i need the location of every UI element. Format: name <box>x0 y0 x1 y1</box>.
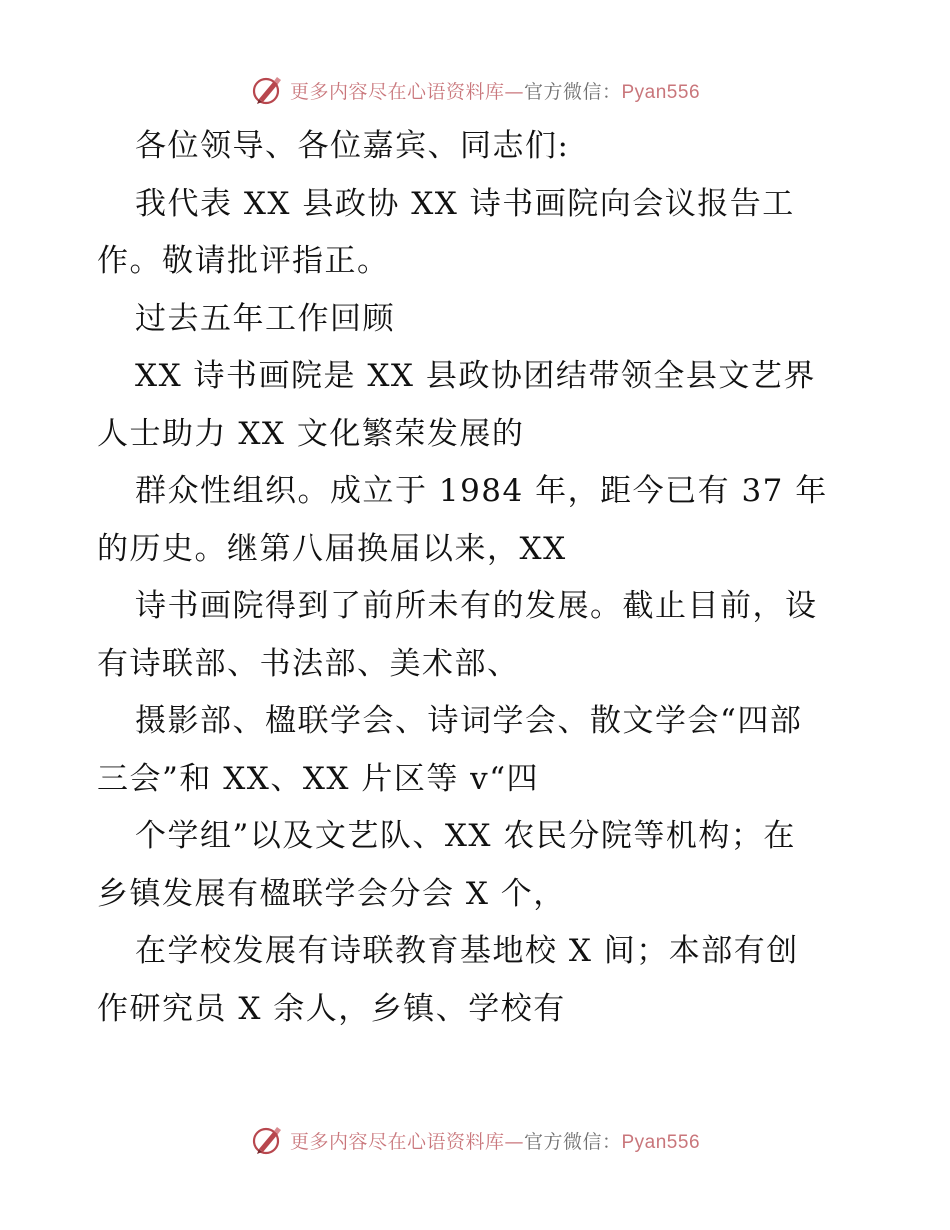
body-line: 人士助力 XX 文化繁荣发展的 <box>97 415 525 452</box>
watermark-main: 更多内容尽在心语资料库 <box>289 80 505 103</box>
body-line: 我代表 XX 县政协 XX 诗书画院向会议报告工 <box>135 185 795 222</box>
body-line: 摄影部、楹联学会、诗词学会、散文学会“四部 <box>135 703 803 739</box>
footer-watermark <box>0 1120 950 1160</box>
body-line: 有诗联部、书法部、美术部、 <box>97 645 520 682</box>
body-line: 乡镇发展有楹联学会分会 X 个， <box>97 875 566 912</box>
pen-logo-icon <box>250 1123 284 1157</box>
watermark-wechat-label: 官方微信： <box>523 80 622 103</box>
body-line: 作。敬请批评指正。 <box>97 243 390 279</box>
body-line: 个学组”以及文艺队、XX 农民分院等机构；在 <box>135 818 796 854</box>
body-line: 在学校发展有诗联教育基地校 X 间；本部有创 <box>135 933 799 969</box>
watermark-text <box>290 77 700 104</box>
watermark-dash: — <box>504 1130 524 1153</box>
document-body <box>97 118 857 1038</box>
pen-logo-icon <box>250 73 284 107</box>
body-line: 的历史。继第八届换届以来，XX <box>97 530 567 567</box>
body-line: 作研究员 X 余人，乡镇、学校有 <box>97 990 566 1027</box>
header-watermark <box>0 70 950 110</box>
body-line: 三会”和 XX、XX 片区等 v“四 <box>97 760 540 797</box>
watermark-text <box>290 1127 700 1154</box>
body-line: XX 诗书画院是 XX 县政协团结带领全县文艺界 <box>135 358 816 394</box>
watermark-wechat-label: 官方微信： <box>523 1130 622 1153</box>
watermark-wechat-id: Pyan556 <box>621 1131 701 1153</box>
watermark-wechat-id: Pyan556 <box>621 81 701 103</box>
section-heading: 过去五年工作回顾 <box>135 300 395 337</box>
body-line: 各位领导、各位嘉宾、同志们: <box>135 128 570 164</box>
watermark-dash: — <box>504 80 524 103</box>
watermark-main: 更多内容尽在心语资料库 <box>289 1130 505 1153</box>
body-line: 群众性组织。成立于 1984 年，距今已有 37 年 <box>135 473 828 509</box>
body-line: 诗书画院得到了前所未有的发展。截止目前，设 <box>135 588 818 624</box>
